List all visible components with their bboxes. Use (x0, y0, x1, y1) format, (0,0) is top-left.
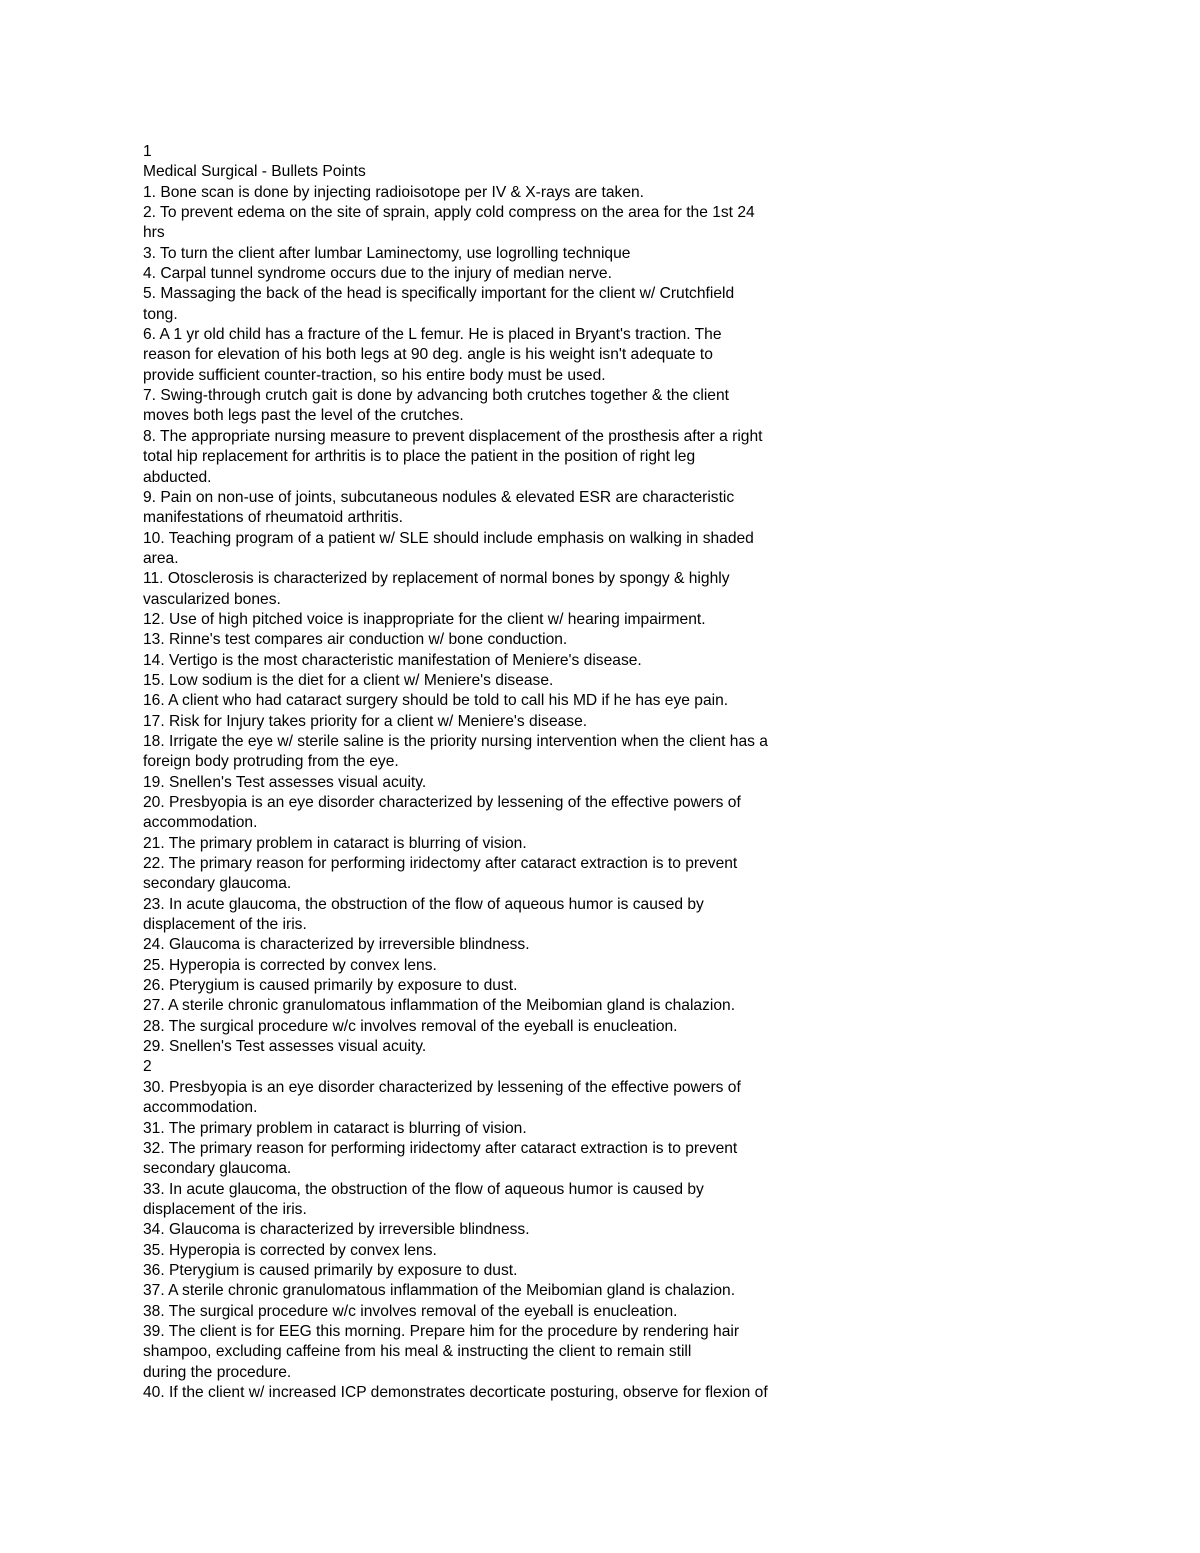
text-line: 18. Irrigate the eye w/ sterile saline is the priority nursing intervention when the client has a (143, 732, 768, 750)
text-line: 29. Snellen's Test assesses visual acuity. (143, 1038, 427, 1056)
text-line: 35. Hyperopia is corrected by convex lens. (143, 1241, 437, 1259)
text-line: 11. Otosclerosis is characterized by replacement of normal bones by spongy & highly (143, 570, 730, 588)
text-line: Medical Surgical - Bullets Points (143, 163, 366, 181)
text-line: 17. Risk for Injury takes priority for a client w/ Meniere's disease. (143, 712, 588, 730)
text-line: 22. The primary reason for performing iridectomy after cataract extraction is to prevent (143, 855, 738, 873)
text-line: 14. Vertigo is the most characteristic manifestation of Meniere's disease. (143, 651, 642, 669)
text-line: secondary glaucoma. (143, 1160, 292, 1178)
text-line: 5. Massaging the back of the head is specifically important for the client w/ Crutchfield (143, 285, 735, 303)
text-line: displacement of the iris. (143, 1200, 307, 1218)
text-line: accommodation. (143, 1099, 258, 1117)
text-line: 39. The client is for EEG this morning. Prepare him for the procedure by rendering hair (143, 1322, 740, 1340)
text-line: 12. Use of high pitched voice is inappropriate for the client w/ hearing impairment. (143, 610, 706, 628)
text-line: 1. Bone scan is done by injecting radioisotope per IV & X-rays are taken. (143, 183, 645, 201)
text-line: area. (143, 549, 179, 567)
text-line: 2. To prevent edema on the site of sprain, apply cold compress on the area for the 1st 24 (143, 204, 755, 222)
text-line: 36. Pterygium is caused primarily by exposure to dust. (143, 1261, 518, 1279)
text-line: 3. To turn the client after lumbar Laminectomy, use logrolling technique (143, 244, 631, 262)
text-line: 24. Glaucoma is characterized by irreversible blindness. (143, 936, 530, 954)
text-line: 34. Glaucoma is characterized by irreversible blindness. (143, 1221, 530, 1239)
text-line: 37. A sterile chronic granulomatous inflammation of the Meibomian gland is chalazion. (143, 1282, 736, 1300)
text-line: shampoo, excluding caffeine from his meal & instructing the client to remain still (143, 1343, 692, 1361)
text-line: 26. Pterygium is caused primarily by exposure to dust. (143, 977, 518, 995)
text-line: abducted. (143, 468, 212, 486)
text-line: 16. A client who had cataract surgery should be told to call his MD if he has eye pain. (143, 692, 729, 710)
text-line: 30. Presbyopia is an eye disorder characterized by lessening of the effective powers of (143, 1078, 741, 1096)
text-line: 31. The primary problem in cataract is blurring of vision. (143, 1119, 527, 1137)
text-line: 19. Snellen's Test assesses visual acuity. (143, 773, 427, 791)
text-line: 6. A 1 yr old child has a fracture of the L femur. He is placed in Bryant's traction. The (143, 326, 722, 344)
document-text (143, 142, 863, 1403)
text-line: 2 (143, 1058, 152, 1076)
text-line: vascularized bones. (143, 590, 281, 608)
text-line: 33. In acute glaucoma, the obstruction of the flow of aqueous humor is caused by (143, 1180, 704, 1198)
text-line: 23. In acute glaucoma, the obstruction of the flow of aqueous humor is caused by (143, 895, 704, 913)
text-line: 9. Pain on non-use of joints, subcutaneous nodules & elevated ESR are characteristic (143, 488, 735, 506)
text-line: 38. The surgical procedure w/c involves removal of the eyeball is enucleation. (143, 1302, 678, 1320)
text-line: 28. The surgical procedure w/c involves removal of the eyeball is enucleation. (143, 1017, 678, 1035)
text-line: 15. Low sodium is the diet for a client w/ Meniere's disease. (143, 671, 554, 689)
text-line: hrs (143, 224, 165, 242)
text-line: 25. Hyperopia is corrected by convex lens. (143, 956, 437, 974)
text-line: tong. (143, 305, 178, 323)
text-line: reason for elevation of his both legs at 90 deg. angle is his weight isn't adequate to (143, 346, 713, 364)
text-line: 32. The primary reason for performing iridectomy after cataract extraction is to prevent (143, 1139, 738, 1157)
text-line: 7. Swing-through crutch gait is done by advancing both crutches together & the client (143, 387, 729, 405)
text-line: during the procedure. (143, 1363, 292, 1381)
text-line: total hip replacement for arthritis is to place the patient in the position of right leg (143, 448, 696, 466)
text-line: 4. Carpal tunnel syndrome occurs due to the injury of median nerve. (143, 265, 612, 283)
text-line: accommodation. (143, 814, 258, 832)
text-line: provide sufficient counter-traction, so his entire body must be used. (143, 366, 606, 384)
text-line: foreign body protruding from the eye. (143, 753, 399, 771)
text-line: secondary glaucoma. (143, 875, 292, 893)
text-line: displacement of the iris. (143, 916, 307, 934)
text-line: moves both legs past the level of the crutches. (143, 407, 464, 425)
text-line: 13. Rinne's test compares air conduction w/ bone conduction. (143, 631, 568, 649)
text-line: 20. Presbyopia is an eye disorder characterized by lessening of the effective powers of (143, 794, 741, 811)
text-line: 10. Teaching program of a patient w/ SLE should include emphasis on walking in shaded (143, 529, 754, 547)
text-line: 40. If the client w/ increased ICP demonstrates decorticate posturing, observe for flexion of (143, 1383, 768, 1401)
text-line: 27. A sterile chronic granulomatous inflammation of the Meibomian gland is chalazion. (143, 997, 736, 1015)
text-line: 8. The appropriate nursing measure to prevent displacement of the prosthesis after a right (143, 427, 763, 445)
text-line: 21. The primary problem in cataract is blurring of vision. (143, 834, 527, 852)
text-line: manifestations of rheumatoid arthritis. (143, 509, 404, 527)
text-line: 1 (143, 143, 152, 160)
